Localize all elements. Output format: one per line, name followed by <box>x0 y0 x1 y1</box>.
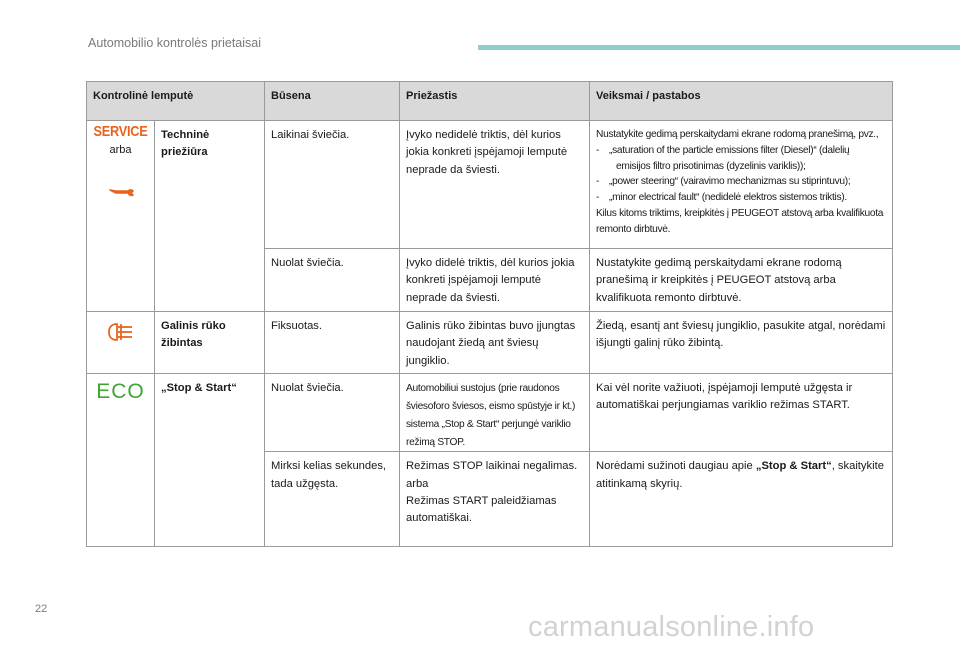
cause-text: Galinis rūko žibintas buvo įjungtas naudojant žiedą ant šviesų jungiklio. <box>406 320 576 367</box>
action-text <box>590 452 892 493</box>
state-text: Nuolat šviečia. <box>271 382 344 394</box>
stop-start-reference: „Stop & Start“ <box>755 460 832 473</box>
warning-lamps-table <box>86 81 893 547</box>
fog-icon-cell <box>87 312 155 374</box>
action-cell <box>590 121 893 249</box>
action-cell <box>590 312 893 374</box>
cause-cell <box>400 312 590 374</box>
service-icon: SERVICE <box>93 123 148 140</box>
action-text-pre: Norėdami sužinoti daugiau apie <box>596 460 756 473</box>
lamp-name-cell <box>155 374 265 547</box>
cause-line: arba <box>406 477 429 490</box>
eco-icon: ECO <box>96 380 145 403</box>
state-cell <box>265 121 400 249</box>
state-text: Fiksuotas. <box>271 320 322 332</box>
table-row <box>87 121 893 249</box>
or-label: arba <box>109 144 132 156</box>
lamp-name-cell <box>155 312 265 374</box>
state-cell <box>265 249 400 312</box>
state-text: Mirksi kelias sekundes, tada užgęsta. <box>271 460 387 490</box>
wrench-icon <box>108 184 134 198</box>
action-cell <box>590 249 893 312</box>
cause-cell <box>400 249 590 312</box>
action-text: Kai vėl norite važiuoti, įspėjamoji lemputė užgęsta ir automatiškai perjungiamas variklio režimas START. <box>596 382 853 412</box>
column-header-state: Būsena <box>265 82 400 121</box>
cause-line: Režimas START paleidžiamas automatiškai. <box>406 495 557 525</box>
action-text: Žiedą, esantį ant šviesų jungiklio, pasukite atgal, norėdami išjungti galinį rūko žibintą. <box>596 320 886 350</box>
lamp-name-stop-start: „Stop & Start“ <box>161 382 237 394</box>
cause-cell <box>400 121 590 249</box>
list-item: - „power steering“ (vairavimo mechanizmas su stiprintuvu); <box>596 176 851 188</box>
lamp-name-service: Techninė priežiūra <box>161 129 210 158</box>
state-text: Nuolat šviečia. <box>271 257 344 269</box>
eco-icon-cell <box>87 374 155 547</box>
table-row <box>87 374 893 452</box>
cause-text: Įvyko didelė triktis, dėl kurios jokia konkreti įspėjamoji lemputė neprade da šviesti. <box>406 257 575 304</box>
column-header-lamp: Kontrolinė lemputė <box>87 82 265 121</box>
header-accent-bar <box>478 45 960 50</box>
cause-text: Automobiliui sustojus (prie raudonos šviesoforo šviesos, eismo spūstyje ir kt.) sistema „Stop & Start“ perjungė variklio režimą STOP. <box>406 383 576 448</box>
table-header-row <box>87 82 893 121</box>
page-header-title: Automobilio kontrolės prietaisai <box>88 36 262 50</box>
cause-cell <box>400 374 590 452</box>
action-text: Nustatykite gedimą perskaitydami ekrane rodomą pranešimą ir kreipkitės į PEUGEOT atstovą arba kvalifikuota remonto dirbtuvė. <box>596 257 842 304</box>
state-text: Laikinai šviečia. <box>271 129 350 141</box>
action-cell <box>590 452 893 547</box>
column-header-actions: Veiksmai / pastabos <box>590 82 893 121</box>
action-cell <box>590 374 893 452</box>
cause-text <box>400 452 589 527</box>
cause-text: Įvyko nedidelė triktis, dėl kurios jokia konkreti įspėjamoji lemputė neprade da šviesti. <box>406 129 568 176</box>
state-cell <box>265 312 400 374</box>
state-cell <box>265 452 400 547</box>
column-header-cause: Priežastis <box>400 82 590 121</box>
cause-cell <box>400 452 590 547</box>
watermark: carmanualsonline.info <box>528 611 815 643</box>
cause-line: Režimas STOP laikinai negalimas. <box>406 460 578 473</box>
lamp-name-fog: Galinis rūko žibintas <box>161 320 226 349</box>
rear-fog-lamp-icon <box>106 322 136 342</box>
lamp-name-cell <box>155 121 265 312</box>
action-intro: Nustatykite gedimą perskaitydami ekrane rodomą pranešimą, pvz., <box>596 129 879 140</box>
action-outro: Kilus kitoms triktims, kreipkitės į PEUGEOT atstovą arba kvalifikuota remonto dirbtuvė. <box>596 208 884 235</box>
action-text-post: , skaitykite atitinkamą skyrių. <box>596 460 884 490</box>
page-number: 22 <box>35 603 48 615</box>
state-cell <box>265 374 400 452</box>
list-item: - „minor electrical fault“ (nedidelė elektros sistemos triktis). <box>596 192 847 204</box>
action-text <box>590 121 892 238</box>
list-item: - „saturation of the particle emissions filter (Diesel)“ (dalelių emisijos filtro prisotinimas (dyzelinis variklis)); <box>596 144 850 172</box>
service-icon-cell <box>87 121 155 312</box>
table-row <box>87 312 893 374</box>
